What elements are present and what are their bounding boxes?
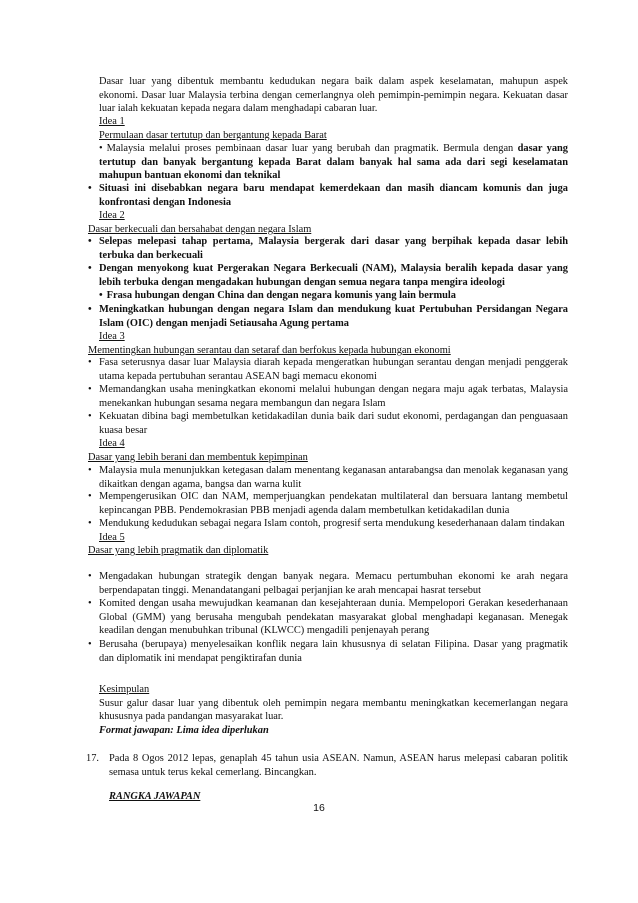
- bullet-icon: •: [88, 304, 92, 315]
- idea5-point3: [88, 638, 568, 665]
- idea2-point1-text: Selepas melepasi tahap pertama, Malaysia bergerak dari dasar yang berpihak kepada dasar lebih terbuka dan berkecuali: [99, 236, 568, 261]
- conclusion-section: [88, 683, 568, 737]
- idea1-label: Idea 1: [99, 116, 125, 127]
- bullet-icon: •: [88, 598, 92, 609]
- idea4-point3-text: Mendukung kedudukan sebagai negara Islam contoh, progresif serta mendukung kesederhanaan dalam tindakan: [99, 518, 565, 529]
- idea3-section: [88, 356, 568, 383]
- idea4-point1: [88, 464, 568, 491]
- idea5-point2-text: Komited dengan usaha mewujudkan keamanan dan kesejahteraan dunia. Mempelopori Gerakan kesederhanaan Global (GMM) yang berusaha mengubah pendekatan masyarakat global menghadapi keganasan. Menegak keadilan dengan menubuhkan tribunal (KLWCC) mengadili penjenayah perang: [99, 598, 568, 637]
- idea3-point2-block: [88, 383, 568, 410]
- page-number: 16: [313, 802, 325, 814]
- idea4-section: [88, 464, 568, 491]
- idea2-point2: [88, 262, 568, 289]
- idea2-point2-text: Dengan menyokong kuat Pergerakan Negara Berkecuali (NAM), Malaysia beralih kepada dasar yang lebih terbuka dengan mengadakan hubungan dengan semua negara tanpa mengira ideologi: [99, 263, 568, 288]
- idea2-point1: [88, 235, 568, 262]
- idea3-point3: [88, 410, 568, 437]
- conclusion-label: Kesimpulan: [99, 684, 150, 695]
- question-number: 17.: [86, 753, 99, 764]
- idea4-point2: [88, 490, 568, 517]
- bullet-icon: •: [88, 465, 92, 476]
- idea5-point2-block: [88, 597, 568, 638]
- idea1-point2-block: [88, 182, 568, 236]
- idea4-label: Idea 4: [99, 438, 125, 450]
- idea5-point1: [88, 570, 568, 597]
- bullet-icon: •: [88, 263, 92, 274]
- idea5-section: [88, 570, 568, 597]
- idea4-point3: [88, 517, 568, 531]
- idea1-point2-text: Situasi ini disebabkan negara baru mendapat kemerdekaan dan masih diancam komunis dan juga konfrontasi dengan Indonesia: [99, 183, 568, 208]
- idea4-point2-text: Mempengerusikan OIC dan NAM, memperjuangkan pendekatan multilateral dan bersuara lantang membetul kepincangan PBB. Pendemokrasian PBB menjadi agenda dalam membetulkan ketidakadilan dunia: [99, 491, 568, 516]
- intro-section: [88, 75, 568, 116]
- idea3-heading: Mementingkan hubungan serantau dan setaraf dan berfokus kepada hubungan ekonomi: [88, 344, 451, 356]
- answer-format: Format jawapan: Lima idea diperlukan: [99, 724, 269, 736]
- idea3-point3-text: Kekuatan dibina bagi membetulkan ketidakadilan dunia baik dari sudut ekonomi, perdagangan dan penguasaan kuasa besar: [99, 411, 568, 436]
- question-section: [88, 752, 568, 779]
- idea4-heading: Dasar yang lebih berani dan membentuk kepimpinan: [88, 451, 308, 463]
- idea2-point2-block: [88, 262, 568, 303]
- idea2-subpoint: [88, 289, 568, 303]
- bullet-icon: •: [88, 411, 92, 422]
- bullet-icon: •: [88, 639, 92, 650]
- rangka-jawapan-heading: RANGKA JAWAPAN: [109, 791, 201, 802]
- idea2-subpoint-text: Frasa hubungan dengan China dan dengan negara komunis yang lain bermula: [106, 290, 456, 302]
- idea3-point3-block: [88, 410, 568, 464]
- idea5-heading: Dasar yang lebih pragmatik dan diplomatik: [88, 545, 269, 557]
- idea1-point1-text: Malaysia melalui proses pembinaan dasar luar yang berubah dan pragmatik. Bermula dengan: [106, 143, 518, 155]
- idea2-point3-text: Meningkatkan hubungan dengan negara Islam dan mendukung kuat Pertubuhan Persidangan Negara Islam (OIC) dengan menjadi Setiausaha Agung pertama: [99, 304, 568, 329]
- idea2-section: [88, 235, 568, 262]
- idea1-point2: [88, 182, 568, 209]
- idea3-point2: [88, 383, 568, 410]
- bullet-icon: •: [88, 236, 92, 247]
- idea1-point1: [88, 142, 568, 183]
- idea1-point1-bold: dasar yang tertutup dan banyak bergantung kepada Barat dalam banyak hal sama ada dari segi keselamatan mahupun bantuan ekonomi dan teknikal: [99, 143, 568, 182]
- idea5-point1-text: Mengadakan hubungan strategik dengan banyak negara. Memacu pertumbuhan ekonomi ke arah negara berpendapatan tinggi. Menandatangani pelbagai perjanjian ke arah mencapai hasrat tersebut: [99, 571, 568, 596]
- idea4-point2-block: [88, 490, 568, 517]
- idea3-point2-text: Memandangkan usaha meningkatkan ekonomi melalui hubungan dengan negara maju agak terbatas, Malaysia menekankan hubungan sesama negara membangun dan negara Islam: [99, 384, 568, 409]
- bullet-icon: •: [88, 518, 92, 529]
- question-text: Pada 8 Ogos 2012 lepas, genaplah 45 tahun usia ASEAN. Namun, ASEAN harus melepasi cabaran politik semasa untuk terus kekal cemerlang. Bincangkan.: [109, 753, 568, 778]
- idea4-point3-block: [88, 517, 568, 558]
- intro-paragraph: Dasar luar yang dibentuk membantu kedudukan negara baik dalam aspek keselamatan, mahupun aspek ekonomi. Dasar luar Malaysia terbina dengan cemerlangnya oleh pemimpin-pemimpin negara. Kekuatan dasar luar ialah kekuatan kepada negara dalam menghadapi cabaran luar.: [99, 76, 568, 115]
- bullet-icon: •: [99, 290, 103, 302]
- bullet-icon: •: [88, 384, 92, 395]
- conclusion-text: Susur galur dasar luar yang dibentuk oleh pemimpin negara membantu meningkatkan kecemerlangan negara khususnya pada pandangan masyarakat luar.: [99, 697, 568, 723]
- bullet-icon: •: [88, 357, 92, 368]
- bullet-icon: •: [88, 183, 92, 194]
- idea3-point1: [88, 356, 568, 383]
- idea2-heading: Dasar berkecuali dan bersahabat dengan negara Islam: [88, 223, 312, 235]
- idea1-heading: Permulaan dasar tertutup dan bergantung kepada Barat: [99, 129, 327, 141]
- idea3-point1-text: Fasa seterusnya dasar luar Malaysia diarah kepada mengeratkan hubungan serantau dengan menjadi penggerak utama kepada pertubuhan serantau ASEAN bagi memacu ekonomi: [99, 357, 568, 382]
- idea5-label: Idea 5: [99, 531, 125, 543]
- idea5-point3-block: [88, 638, 568, 665]
- bullet-icon: •: [99, 143, 103, 155]
- bullet-icon: •: [88, 571, 92, 582]
- idea2-point3-block: [88, 303, 568, 357]
- idea2-point3: [88, 303, 568, 330]
- idea5-point3-text: Berusaha (berupaya) menyelesaikan konflik negara lain khususnya di selatan Filipina. Dasar yang pragmatik dan diplomatik ini mendapat pengiktirafan dunia: [99, 639, 568, 664]
- idea2-label: Idea 2: [99, 210, 125, 222]
- idea5-point2: [88, 597, 568, 638]
- idea4-point1-text: Malaysia mula menunjukkan ketegasan dalam menentang keganasan antarabangsa dan menolak keganasan yang dikaitkan dengan agama, bangsa dan warna kulit: [99, 465, 568, 490]
- idea3-label: Idea 3: [99, 331, 125, 343]
- bullet-icon: •: [88, 491, 92, 502]
- question-17: [88, 752, 568, 779]
- idea1-section: [88, 115, 568, 183]
